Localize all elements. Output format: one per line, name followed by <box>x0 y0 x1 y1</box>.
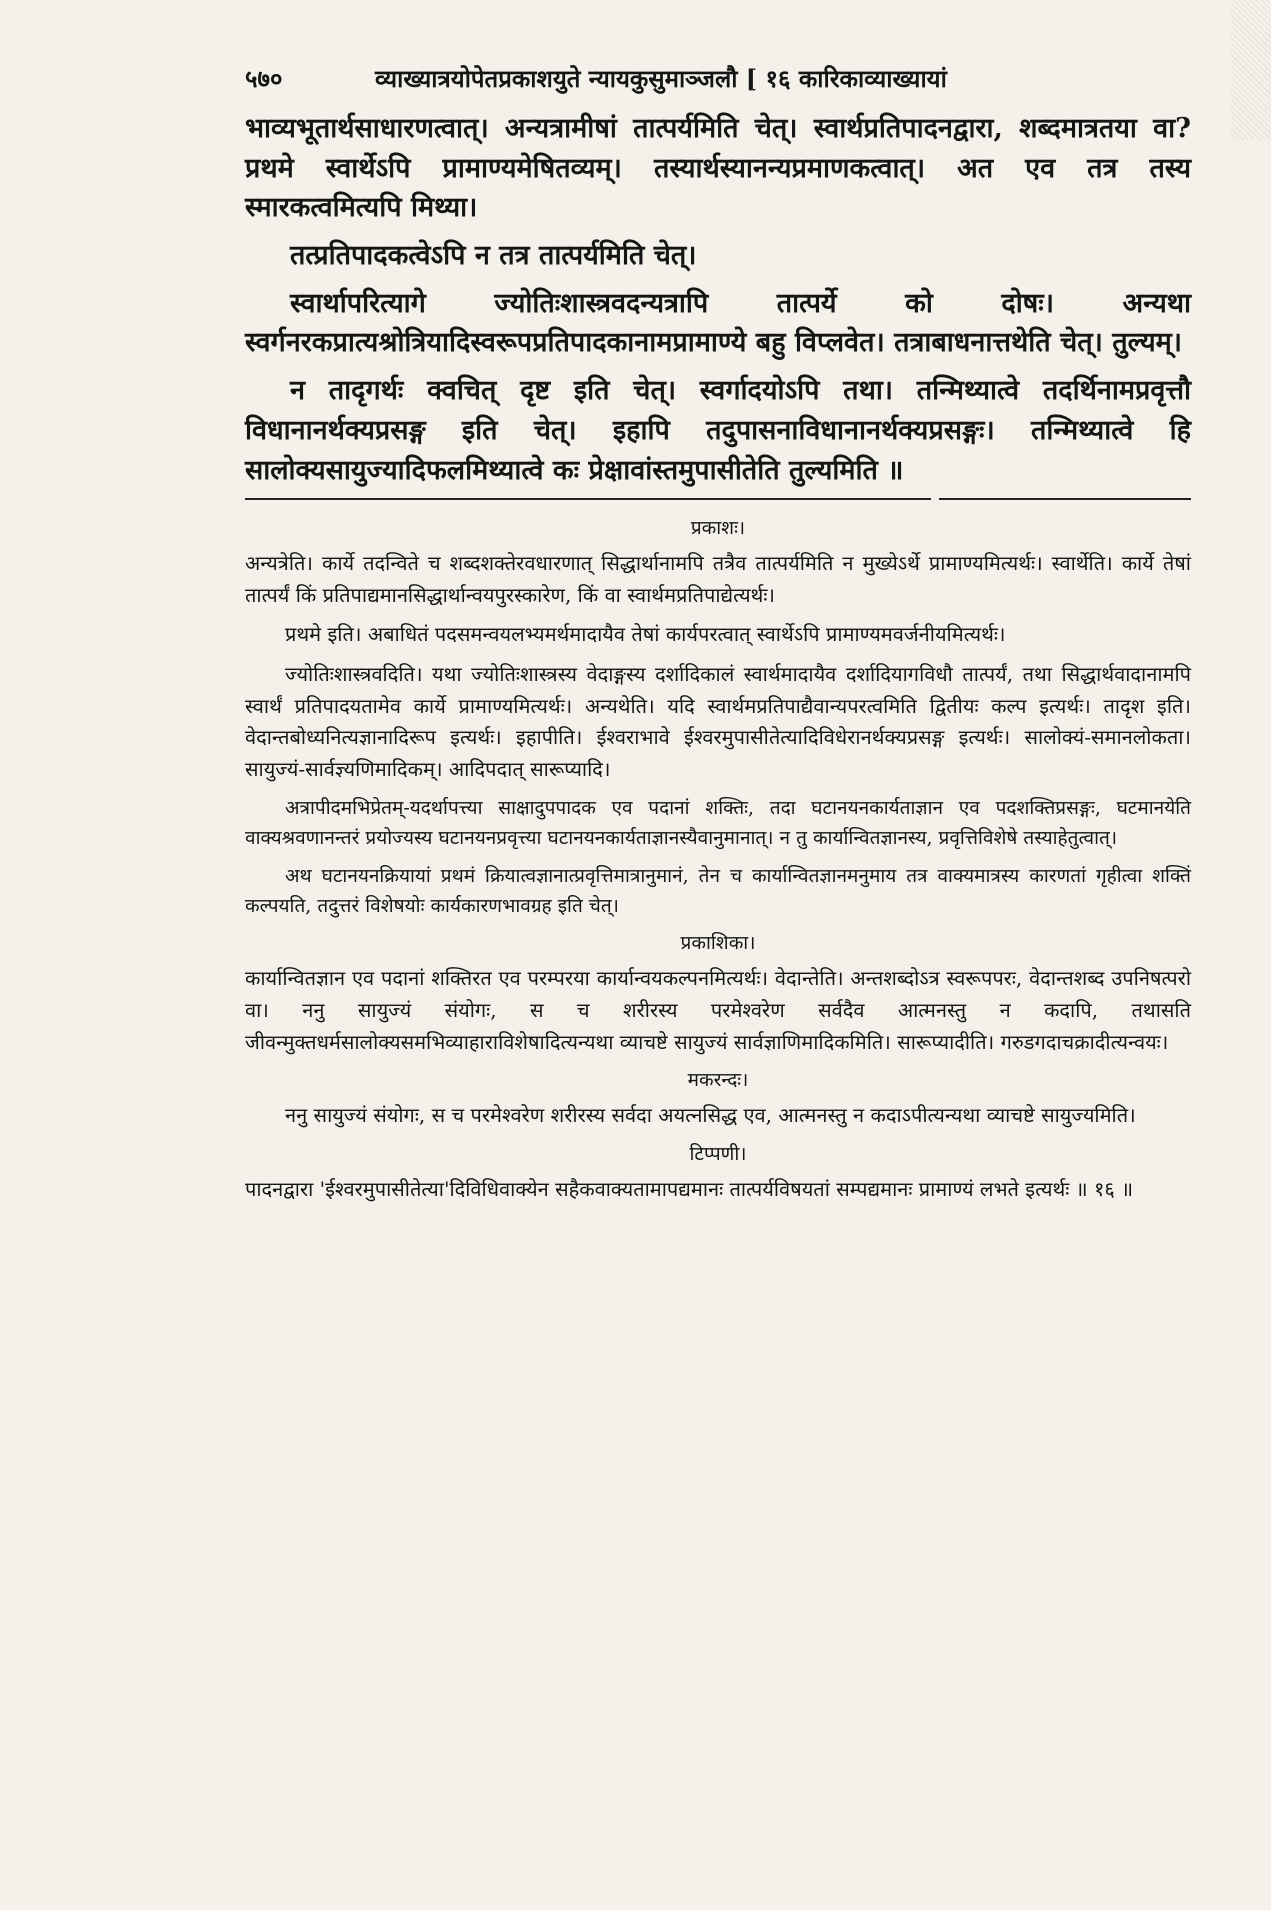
running-head <box>245 62 1191 95</box>
root-paragraph: भाव्यभूतार्थसाधारणत्वात्। अन्यत्रामीषां तात्पर्यमिति चेत्। स्वार्थप्रतिपादनद्वारा, शब्दमात्रतया वा? प्रथमे स्वार्थेऽपि प्रामाण्यमेषितव्यम्। तस्यार्थस्यानन्यप्रमाणकत्वात्। अत एव तत्र तस्य स्मारकत्वमित्यपि मिथ्या। <box>245 113 1191 224</box>
root-paragraph: न तादृगर्थः क्वचित् दृष्ट इति चेत्। स्वर्गादयोऽपि तथा। तन्मिथ्यात्वे तदर्थिनामप्रवृत्तौ विधानानर्थक्यप्रसङ्ग इति चेत्। इहापि तदुपासनाविधानानर्थक्यप्रसङ्गः। तन्मिथ्यात्वे हि सालोक्यसायुज्यादिफलमिथ्यात्वे कः प्रेक्षावांस्तमुपासीतेति तुल्यमिति ॥ <box>245 375 1191 486</box>
tippani-heading: टिप्पणी। <box>689 1142 747 1165</box>
page-number: ५७० <box>245 64 283 93</box>
prakasha-heading: प्रकाशः। <box>690 517 746 540</box>
root-paragraph: स्वार्थापरित्यागे ज्योतिःशास्त्रवदन्यत्रापि तात्पर्ये को दोषः। अन्यथा स्वर्गनरकप्रात्यश्रोत्रियादिस्वरूपप्रतिपादकानामप्रामाण्ये बहु विप्लवेत। तत्राबाधनात्तथेति चेत्। तुल्यम्। <box>245 287 1191 359</box>
root-text <box>245 109 1191 490</box>
makaranda-heading: मकरन्दः। <box>687 1069 749 1092</box>
tippani-paragraph: पादनद्वारा 'ईश्वरमुपासीतेत्या'दिविधिवाक्येन सहैकवाक्यतामापद्यमानः तात्पर्यविषयतां सम्पद्यमानः प्रामाण्यं लभते इत्यर्थः ॥ १६ ॥ <box>245 1176 1134 1201</box>
prakasha-paragraph: प्रथमे इति। अबाधितं पदसमन्वयलभ्यमर्थमादायैव तेषां कार्यपरत्वात् स्वार्थेऽपि प्रामाण्यमवर्जनीयमित्यर्थः। <box>285 622 1006 647</box>
prakashika-paragraph: कार्यान्वितज्ञान एव पदानां शक्तिरत एव परम्परया कार्यान्वयकल्पनमित्यर्थः। वेदान्तेति। अन्तशब्दोऽत्र स्वरूपपरः, वेदान्तशब्द उपनिषत्परो वा। ननु सायुज्यं संयोगः, स च शरीरस्य परमेश्वरेण सर्वदैव आत्मनस्तु न कदापि, तथासति जीवन्मुक्तधर्मसालोक्यसमभिव्याहाराविशेषादित्यन्यथा व्याचष्टे सायुज्यं सार्वज्ञाणिमादिकमिति। सारूप्यादीति। गरुडगदाचक्रादीत्यन्वयः। <box>245 966 1191 1054</box>
prakasha-paragraph: अत्रापीदमभिप्रेतम्-यदर्थापत्त्या साक्षादुपपादक एव पदानां शक्तिः, तदा घटानयनकार्यताज्ञान एव पदशक्तिप्रसङ्गः, घटमानयेति वाक्यश्रवणानन्तरं प्रयोज्यस्य घटानयनप्रवृत्त्या घटानयनकार्यताज्ञानस्यैवानुमानात्। न तु कार्यान्वितज्ञानस्य, प्रवृत्तिविशेषे तस्याहेतुत्वात्। <box>245 797 1191 850</box>
prakasha-paragraph: अन्यत्रेति। कार्ये तदन्विते च शब्दशक्तेरवधारणात् सिद्धार्थानामपि तत्रैव तात्पर्यमिति न मुख्येऽर्थे प्रामाण्यमित्यर्थः। स्वार्थेति। कार्ये तेषां तात्पर्यं किं प्रतिपाद्यमानसिद्धार्थान्वयपुरस्कारेण, किं वा स्वार्थमप्रतिपाद्येत्यर्थः। <box>245 551 1191 607</box>
prakasha-paragraph: ज्योतिःशास्त्रवदिति। यथा ज्योतिःशास्त्रस्य वेदाङ्गस्य दर्शादिकालं स्वार्थमादायैव दर्शादियागविधौ तात्पर्यं, तथा सिद्धार्थवादानामपि स्वार्थं प्रतिपादयतामेव कार्ये प्रामाण्यमित्यर्थः। अन्यथेति। यदि स्वार्थमप्रतिपाद्यैवान्यपरत्वमिति द्वितीयः कल्प इत्यर्थः। तादृश इति। वेदान्तबोध्यनित्यज्ञानादिरूप इत्यर्थः। इहापीति। ईश्वराभावे ईश्वरमुपासीतेत्यादिविधेरानर्थक्यप्रसङ्ग इत्यर्थः। सालोक्यं-समानलोकता। सायुज्यं-सार्वज्ञ्यणिमादिकम्। आदिपदात् सारूप्यादि। <box>245 661 1191 781</box>
prakashika-heading: प्रकाशिका। <box>680 932 756 955</box>
section-divider <box>245 498 1191 500</box>
running-title: व्याख्यात्रयोपेतप्रकाशयुते न्यायकुसुमाञ्जलौ [ १६ कारिकाव्याख्यायां <box>375 64 947 93</box>
makaranda-paragraph: ननु सायुज्यं संयोगः, स च परमेश्वरेण शरीरस्य सर्वदा अयत्नसिद्ध एव, आत्मनस्तु न कदाऽपीत्यन्यथा व्याचष्टे सायुज्यमिति। <box>285 1103 1136 1128</box>
root-paragraph: तत्प्रतिपादकत्वेऽपि न तत्र तात्पर्यमिति चेत्। <box>290 240 697 272</box>
prakasha-paragraph: अथ घटानयनक्रियायां प्रथमं क्रियात्वज्ञानात्प्रवृत्तिमात्रानुमानं, तेन च कार्यान्वितज्ञानमनुमाय तत्र वाक्यमात्रस्य कारणतां गृहीत्वा शक्तिं कल्पयति, तदुत्तरं विशेषयोः कार्यकारणभावग्रह इति चेत्। <box>245 865 1191 918</box>
commentary <box>245 514 1191 1205</box>
scan-speckle <box>1231 0 1271 140</box>
